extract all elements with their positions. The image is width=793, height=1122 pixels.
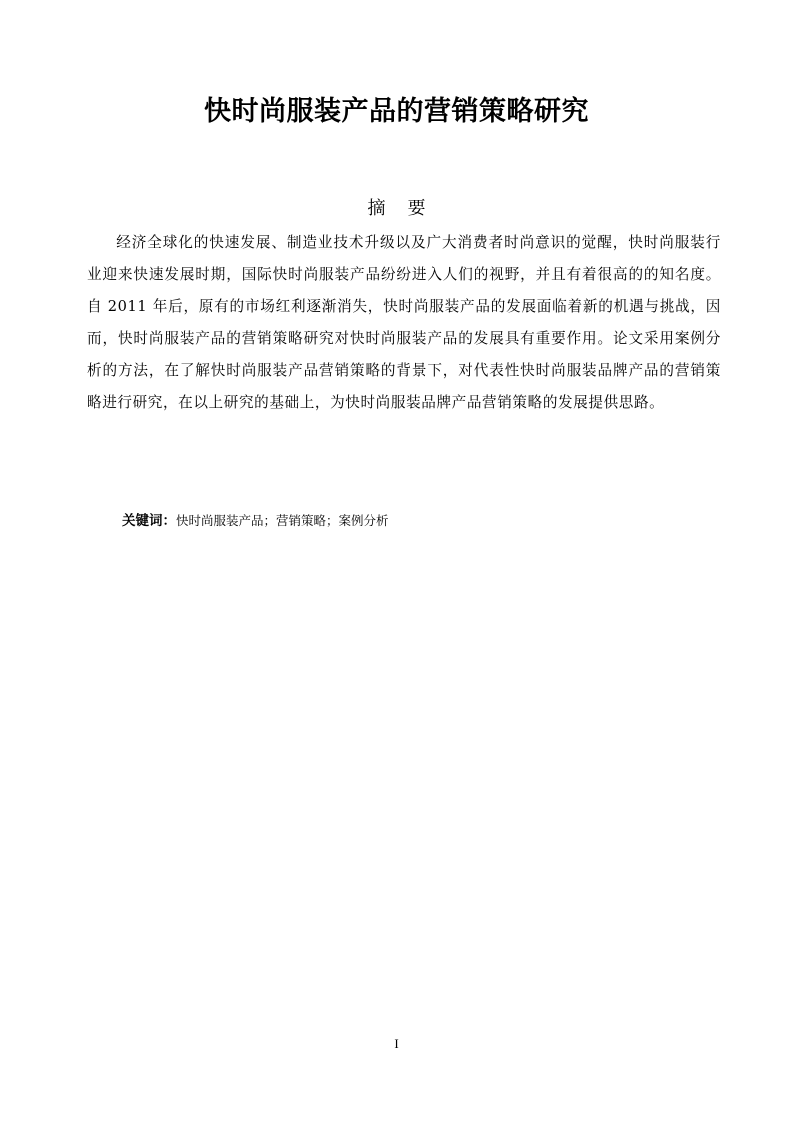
abstract-heading-part1: 摘 <box>367 198 386 219</box>
keywords-value: 快时尚服装产品；营销策略；案例分析 <box>176 513 389 528</box>
keywords-line <box>122 509 389 533</box>
abstract-heading <box>0 196 793 222</box>
abstract-heading-part2: 要 <box>407 198 426 219</box>
page-number: I <box>394 1036 399 1051</box>
document-title: 快时尚服装产品的营销策略研究 <box>204 96 589 127</box>
abstract-body: 经济全球化的快速发展、制造业技术升级以及广大消费者时尚意识的觉醒，快时尚服装行业迎来快速发展时期，国际快时尚服装产品纷纷进入人们的视野，并且有着很高的的知名度。自 2011 年后，原有的市场红利逐渐消失，快时尚服装产品的发展面临着新的机遇与挑战，因而，快时尚服装产品的营销策略研究对快时尚服装产品的发展具有重要作用。论文采用案例分析的方法，在了解快时尚服装产品营销策略的背景下，对代表性快时尚服装品牌产品的营销策略进行研究，在以上研究的基础上，为快时尚服装品牌产品营销策略的发展提供思路。 <box>87 234 721 411</box>
keywords-label: 关键词： <box>122 513 176 529</box>
